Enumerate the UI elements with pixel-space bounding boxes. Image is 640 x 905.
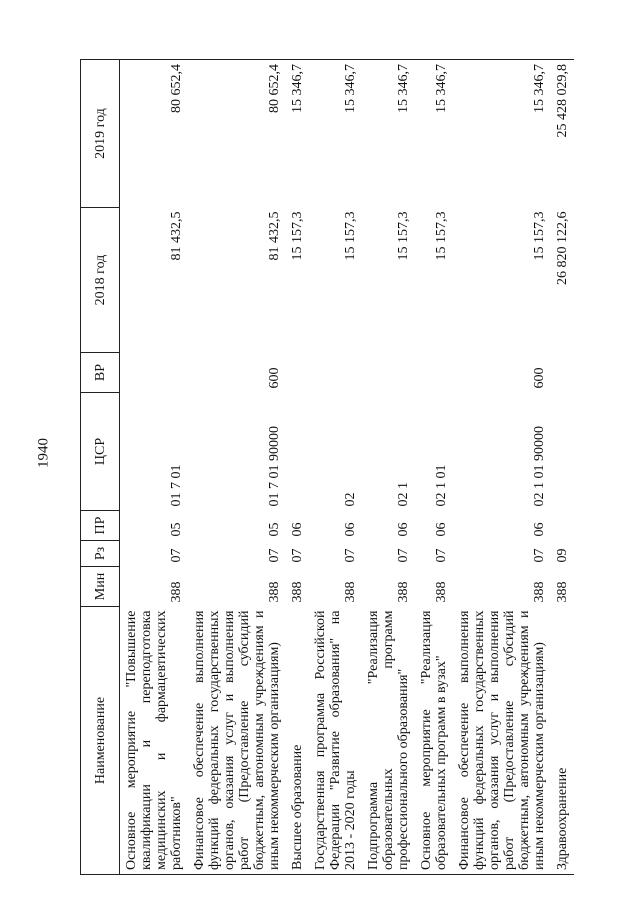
table-row xyxy=(286,60,309,875)
row-name: Финансовое обеспечение выполнения функций федеральных государственных органов, оказания услуг и выполнения работ (Предоставление субсидий бюджетным, автономным учреждениям и иным некоммерческим организациям) xyxy=(192,610,282,870)
row-pr: 06 xyxy=(396,522,411,537)
row-pr: 05 xyxy=(267,522,282,537)
row-csr: 02 1 01 xyxy=(434,464,449,507)
row-pr: 06 xyxy=(343,522,358,537)
row-min: 388 xyxy=(169,581,184,603)
table-row xyxy=(120,60,189,875)
row-pr xyxy=(551,511,574,541)
row-csr: 02 1 xyxy=(396,482,411,507)
row-2018: 15 157,3 xyxy=(290,211,305,261)
table-row xyxy=(551,60,574,875)
row-csr: 01 7 01 90000 xyxy=(267,426,282,507)
row-2018: 81 432,5 xyxy=(267,211,282,261)
row-rz: 07 xyxy=(267,548,282,563)
row-min: 388 xyxy=(532,581,547,603)
row-2019: 15 346,7 xyxy=(532,64,547,113)
row-2018: 15 157,3 xyxy=(532,211,547,261)
row-2018: 26 820 122,6 xyxy=(555,211,570,285)
row-csr xyxy=(286,393,309,511)
row-pr: 06 xyxy=(532,522,547,537)
row-rz: 07 xyxy=(434,548,449,563)
row-rz: 07 xyxy=(290,548,305,563)
row-2019: 15 346,7 xyxy=(343,64,358,113)
row-name: Государственная программа Российской Федерации "Развитие образования" на 2013 - 2020 годы xyxy=(313,610,358,870)
row-csr: 02 1 01 90000 xyxy=(532,426,547,507)
header-2018: 2018 год xyxy=(81,208,120,353)
row-2018: 81 432,5 xyxy=(169,211,184,261)
row-name: Основное мероприятие "Повышение квалификации и переподготовка медицинских и фармацевтических работников" xyxy=(124,610,184,870)
row-2019: 80 652,4 xyxy=(267,64,282,113)
row-pr: 06 xyxy=(434,522,449,537)
row-vr xyxy=(551,353,574,393)
header-csr: ЦСР xyxy=(81,393,120,511)
row-csr xyxy=(551,393,574,511)
table-row xyxy=(309,60,362,875)
row-min: 388 xyxy=(290,581,305,603)
row-2018: 15 157,3 xyxy=(343,211,358,261)
budget-table xyxy=(80,59,574,875)
row-min: 388 xyxy=(396,581,411,603)
row-min: 388 xyxy=(267,581,282,603)
row-2019: 25 428 029,8 xyxy=(555,64,570,138)
header-2019: 2019 год xyxy=(81,60,120,208)
row-name: Здравоохранение xyxy=(555,767,570,870)
row-name: Высшее образование xyxy=(290,744,305,870)
row-vr xyxy=(362,353,415,393)
table-row xyxy=(188,60,286,875)
header-pr: ПР xyxy=(81,511,120,541)
row-min: 388 xyxy=(555,581,570,603)
row-pr: 05 xyxy=(169,522,184,537)
header-min: Мин xyxy=(81,567,120,607)
table-row xyxy=(362,60,415,875)
table-row xyxy=(453,60,551,875)
page-number: 1940 xyxy=(35,438,52,468)
row-name: Финансовое обеспечение выполнения функций федеральных государственных органов, оказания услуг и выполнения работ (Предоставление субсидий бюджетным, автономным учреждениям и иным некоммерческим организациям) xyxy=(457,610,547,870)
row-2018: 15 157,3 xyxy=(396,211,411,261)
row-name: Подпрограмма "Реализация образовательных программ профессионального образования" xyxy=(366,610,411,870)
row-min: 388 xyxy=(343,581,358,603)
row-vr xyxy=(415,353,453,393)
row-vr xyxy=(286,353,309,393)
table-body xyxy=(120,60,575,875)
row-rz: 07 xyxy=(532,548,547,563)
row-vr: 600 xyxy=(532,367,547,389)
row-vr xyxy=(120,353,189,393)
table-row xyxy=(415,60,453,875)
row-2019: 15 346,7 xyxy=(434,64,449,113)
header-vr: ВР xyxy=(81,353,120,393)
table-header-row xyxy=(81,60,120,875)
row-rz: 07 xyxy=(169,548,184,563)
row-rz: 07 xyxy=(343,548,358,563)
row-rz: 09 xyxy=(555,548,570,563)
row-csr: 02 xyxy=(343,492,358,507)
rotated-table-container xyxy=(80,60,606,875)
row-2019: 15 346,7 xyxy=(290,64,305,113)
row-min: 388 xyxy=(434,581,449,603)
row-name: Основное мероприятие "Реализация образовательных программ в вузах" xyxy=(419,610,449,870)
row-csr: 01 7 01 xyxy=(169,464,184,507)
row-2019: 15 346,7 xyxy=(396,64,411,113)
row-rz: 07 xyxy=(396,548,411,563)
row-vr: 600 xyxy=(267,367,282,389)
row-2019: 80 652,4 xyxy=(169,64,184,113)
row-pr: 06 xyxy=(290,522,305,537)
row-2018: 15 157,3 xyxy=(434,211,449,261)
row-vr xyxy=(309,353,362,393)
header-rz: Рз xyxy=(81,541,120,567)
header-name: Наименование xyxy=(81,607,120,875)
